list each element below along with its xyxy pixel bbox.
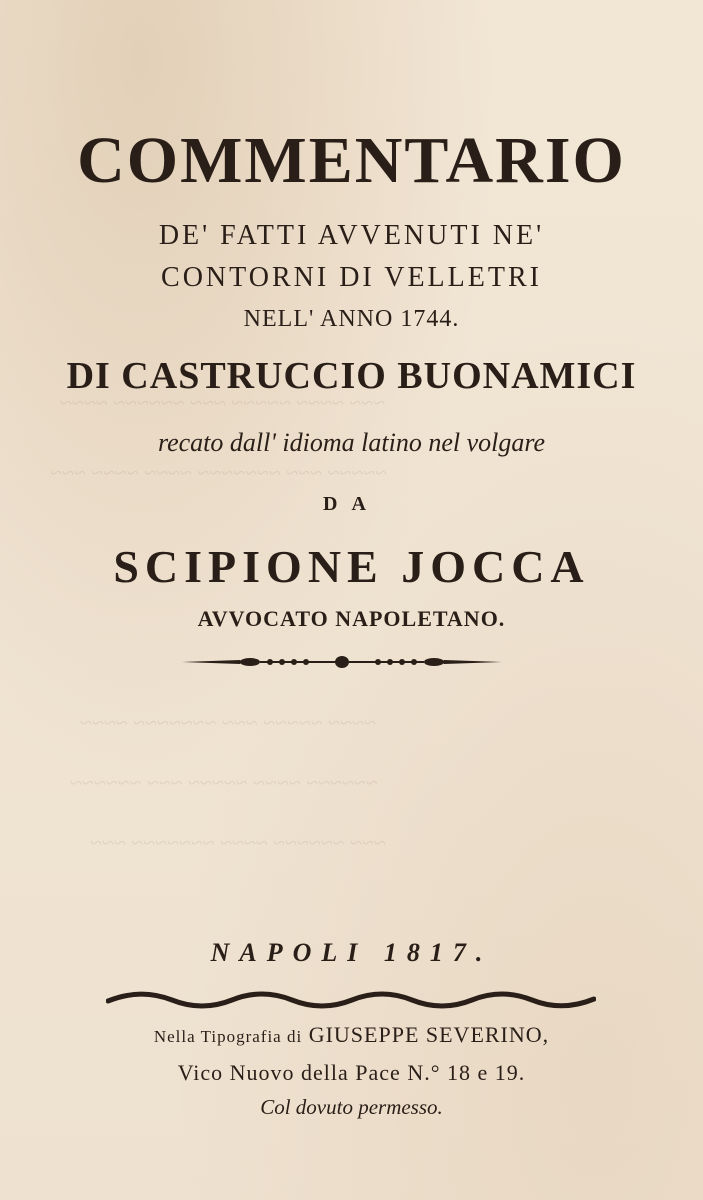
ornamental-rule-icon xyxy=(180,652,504,672)
permission-note: Col dovuto permesso. xyxy=(260,1095,443,1119)
subtitle-line-1: DE' FATTI AVVENUTI NE' xyxy=(158,220,545,251)
printer-prefix: Nella Tipografia di xyxy=(153,1027,303,1046)
bleed-through-decoration: ~~~~~~ ~~~~ ~~~~~ ~~~ ~~~~~~ xyxy=(70,770,378,795)
wavy-rule-icon xyxy=(106,988,596,1010)
printer-address: Vico Nuovo della Pace N.° 18 e 19. xyxy=(177,1060,526,1085)
translator-name: SCIPIONE JOCCA xyxy=(113,541,590,592)
bleed-through-decoration: ~~~ ~~~~ ~~~~~ ~~~ ~~~~~~ ~~~~ xyxy=(60,390,386,415)
bleed-through-decoration: ~~~~~ ~~~ ~~~~~~~ ~~~~ ~~~~ ~~~ xyxy=(50,460,387,485)
imprint-city-year: NAPOLI 1817. xyxy=(210,938,493,967)
bleed-through-decoration: ~~~~ ~~~~~ ~~~ ~~~~~~~ ~~~~ xyxy=(80,710,376,735)
subtitle-line-3: NELL' ANNO 1744. xyxy=(243,306,460,332)
printer-name: GIUSEPPE SEVERINO, xyxy=(308,1022,550,1047)
translator-role: AVVOCATO NAPOLETANO. xyxy=(197,606,506,631)
by-label: DA xyxy=(323,493,380,515)
translation-note: recato dall' idioma latino nel volgare xyxy=(157,428,546,457)
bleed-through-decoration: ~~~ ~~~~~~ ~~~~ ~~~~~~~ ~~~ xyxy=(90,830,386,855)
book-title: COMMENTARIO xyxy=(77,124,626,197)
author-line: DI CASTRUCCIO BUONAMICI xyxy=(66,355,637,397)
subtitle-line-2: CONTORNI DI VELLETRI xyxy=(161,262,542,293)
printer-line xyxy=(0,1024,703,1046)
